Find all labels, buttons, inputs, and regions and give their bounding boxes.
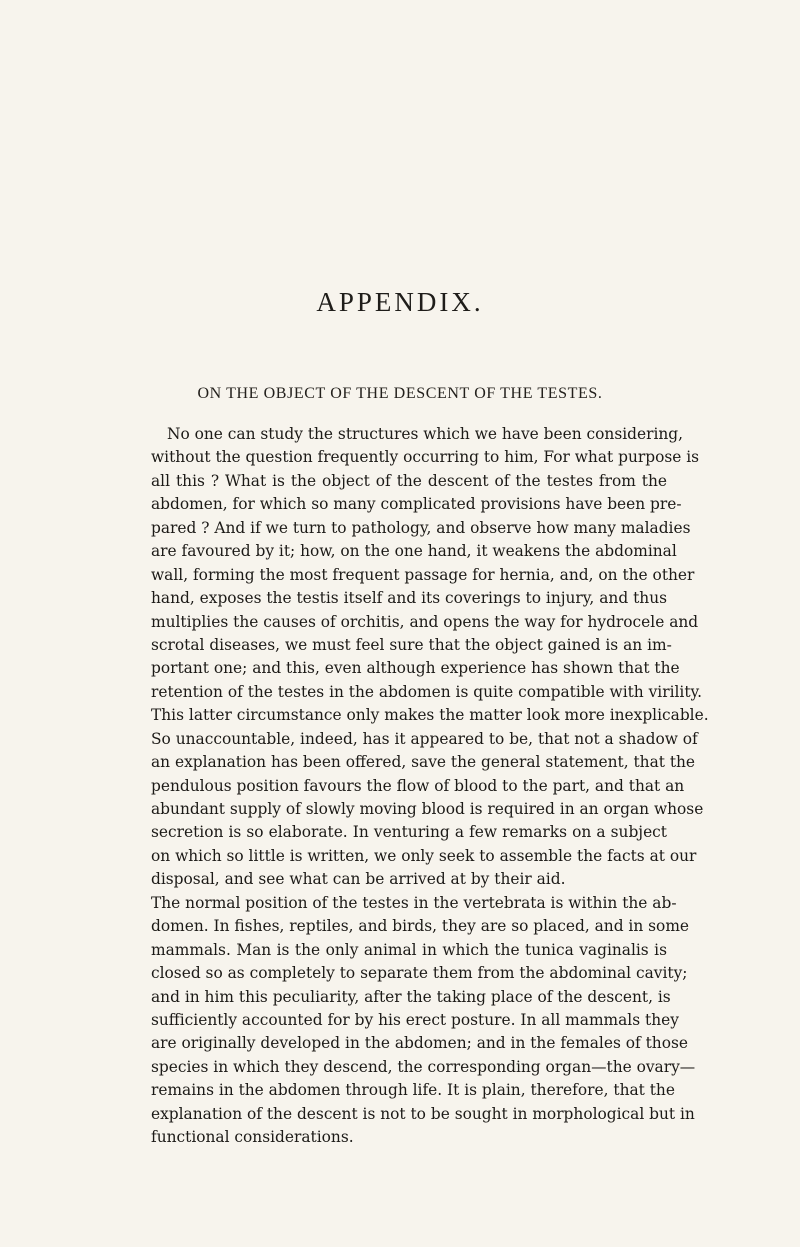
text-line: on which so little is written, we only seek to assemble the facts at our (151, 846, 697, 865)
text-line: remains in the abdomen through life. It is plain, therefore, that the (151, 1081, 675, 1100)
text-line: closed so as completely to separate them from the abdominal cavity; (151, 964, 688, 983)
text-line: without the question frequently occurring to him, For what purpose is (151, 448, 700, 467)
text-line: explanation of the descent is not to be sought in morphological but in (151, 1104, 695, 1123)
text-line: functional considerations. (151, 1128, 354, 1147)
text-line: pendulous position favours the flow of blood to the part, and that an (151, 776, 685, 795)
text-line: secretion is so elaborate. In venturing a few remarks on a subject (151, 823, 667, 842)
text-line: This latter circumstance only makes the matter look more inexplicable. (151, 706, 709, 725)
text-line: So unaccountable, indeed, has it appeared to be, that not a shadow of (151, 729, 698, 748)
text-line: all this ? What is the object of the descent of the testes from the (151, 471, 667, 490)
text-line: The normal position of the testes in the vertebrata is within the ab- (151, 893, 677, 912)
text-line: abundant supply of slowly moving blood is required in an organ whose (151, 800, 704, 818)
text-line: and in him this peculiarity, after the taking place of the descent, is (151, 987, 671, 1006)
text-line: No one can study the structures which we have been considering, (167, 425, 684, 443)
text-line: are favoured by it; how, on the one hand, it weakens the abdominal (151, 542, 677, 561)
text-line: are originally developed in the abdomen; and in the females of those (151, 1034, 688, 1053)
text-line: an explanation has been offered, save the general statement, that the (151, 753, 696, 772)
text-line: retention of the testes in the abdomen is quite compatible with virility. (151, 682, 703, 701)
body-text (151, 423, 709, 1150)
text-line: scrotal diseases, we must feel sure that the object gained is an im- (151, 635, 672, 654)
text-line: disposal, and see what can be arrived at by their aid. (151, 870, 566, 889)
appendix-heading: APPENDIX. (316, 287, 484, 317)
text-line: hand, exposes the testis itself and its coverings to injury, and thus (151, 589, 667, 608)
text-line: abdomen, for which so many complicated provisions have been pre- (151, 495, 682, 514)
text-line: sufficiently accounted for by his erect posture. In all mammals they (151, 1010, 679, 1029)
text-line: wall, forming the most frequent passage for hernia, and, on the other (151, 565, 695, 584)
text-line: multiplies the causes of orchitis, and opens the way for hydrocele and (151, 612, 699, 631)
text-line: mammals. Man is the only animal in which the tunica vaginalis is (151, 940, 667, 959)
section-title: ON THE OBJECT OF THE DESCENT OF THE TESTES. (197, 385, 603, 402)
text-line: portant one; and this, even although experience has shown that the (151, 659, 680, 678)
text-line: pared ? And if we turn to pathology, and observe how many maladies (151, 518, 691, 537)
text-line: domen. In fishes, reptiles, and birds, they are so placed, and in some (151, 917, 690, 936)
text-line: species in which they descend, the corresponding organ—the ovary— (151, 1057, 696, 1076)
